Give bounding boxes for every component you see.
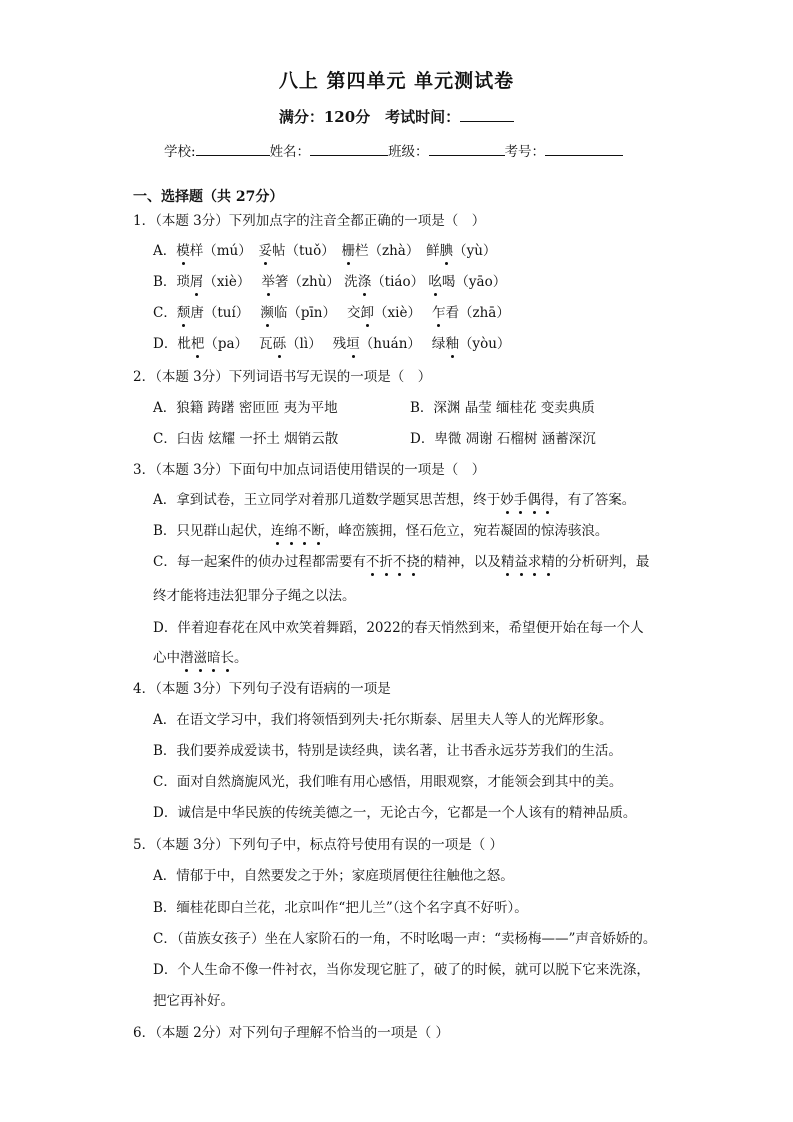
name-label: 姓名： [269,144,311,160]
q5-option-c: C．（苗族女孩子）坐在人家阶石的一角，不时吆喝一声：“卖杨梅——”声音娇娇的。 [153,931,657,947]
q4-option-b: B．我们要养成爱读书，特别是读经典，读名著，让书香永远芬芳我们的生活。 [153,743,622,759]
school-label: 学校: [164,144,196,160]
q5-option-d: D．个人生命不像一件衬衣，当你发现它脏了，破了的时候，就可以脱下它来洗涤， [153,962,650,978]
q4-stem: 4．（本题 3分）下列句子没有语病的一项是 [133,681,391,697]
q4-option-c: C．面对自然旖旎风光，我们唯有用心感悟，用眼观察，才能领会到其中的美。 [153,774,623,790]
q3-option-c-cont: 终才能将违法犯罪分子绳之以法。 [153,588,356,604]
class-label: 班级： [388,144,429,160]
score-time-line [0,106,793,127]
q1-option-a: A．模样（mú） 妥帖（tuǒ） 栅栏（zhà） 鲜腆（yù） [153,243,497,259]
q5-option-b: B．缅桂花即白兰花，北京叫作“把儿兰”（这个名字真不好听）。 [153,900,528,916]
exam-time-blank [460,107,514,122]
q2-stem: 2．（本题 3分）下列词语书写无误的一项是（ ） [133,369,432,385]
q1-stem: 1．（本题 3分）下列加点字的注音全都正确的一项是（ ） [133,213,486,229]
q4-option-d: D．诚信是中华民族的传统美德之一，无论古今，它都是一个人该有的精神品质。 [153,805,637,821]
q6-stem: 6．（本题 2分）对下列句子理解不恰当的一项是（ ） [133,1025,450,1041]
q3-option-b: B．只见群山起伏，连绵不断，峰峦簇拥，怪石危立，宛若凝固的惊涛骇浪。 [153,523,609,539]
section-heading: 一、选择题（共 27分） [133,189,284,205]
q3-stem: 3．（本题 3分）下面句中加点词语使用错误的一项是（ ） [133,462,486,478]
name-blank [310,142,388,156]
q5-option-a: A．情郁于中，自然要发之于外；家庭琐屑便往往触他之怒。 [153,868,514,884]
exam-no-blank [545,142,623,156]
score-label: 满分：120分 考试时间： [278,108,461,126]
q2-option-c: C．臼齿 炫耀 一抔土 烟销云散 [153,431,339,447]
page-title: 八上 第四单元 单元测试卷 [278,70,515,92]
q2-option-d: D．卑微 凋谢 石榴树 涵蓄深沉 [410,431,596,447]
q4-option-a: A．在语文学习中，我们将领悟到列夫·托尔斯泰、居里夫人等人的光辉形象。 [153,712,613,728]
q1-option-b: B．琐屑（xiè） 举箸（zhù） 洗涤（tiáo） 吆喝（yāo） [153,274,507,290]
q5-stem: 5．（本题 3分）下列句子中，标点符号使用有误的一项是（ ） [133,837,504,853]
q2-option-b: B．深渊 晶莹 缅桂花 变卖典质 [410,400,595,416]
school-blank [196,142,270,156]
class-blank [429,142,505,156]
q3-option-c: C．每一起案件的侦办过程都需要有不折不挠的精神，以及精益求精的分析研判，最 [153,554,650,570]
q3-option-d: D．伴着迎春花在风中欢笑着舞蹈，2022的春天悄然到来，希望便开始在每一个人 [153,620,644,636]
q3-option-a: A．拿到试卷，王立同学对着那几道数学题冥思苦想，终于妙手偶得，有了答案。 [153,492,636,508]
q2-option-a: A．狼籍 踌躇 密匝匝 夷为平地 [153,400,338,416]
q1-option-c: C．颓唐（tuí） 濒临（pīn） 交卸（xiè） 乍看（zhā） [153,305,510,321]
q5-option-d-cont: 把它再补好。 [153,993,234,1009]
student-info-line [164,140,623,160]
q1-option-d: D．枇杷（pa） 瓦砾（lì） 残垣（huán） 绿釉（yòu） [153,336,511,352]
exam-no-label: 考号： [504,144,546,160]
q3-option-d-cont: 心中潜滋暗长。 [153,650,248,666]
